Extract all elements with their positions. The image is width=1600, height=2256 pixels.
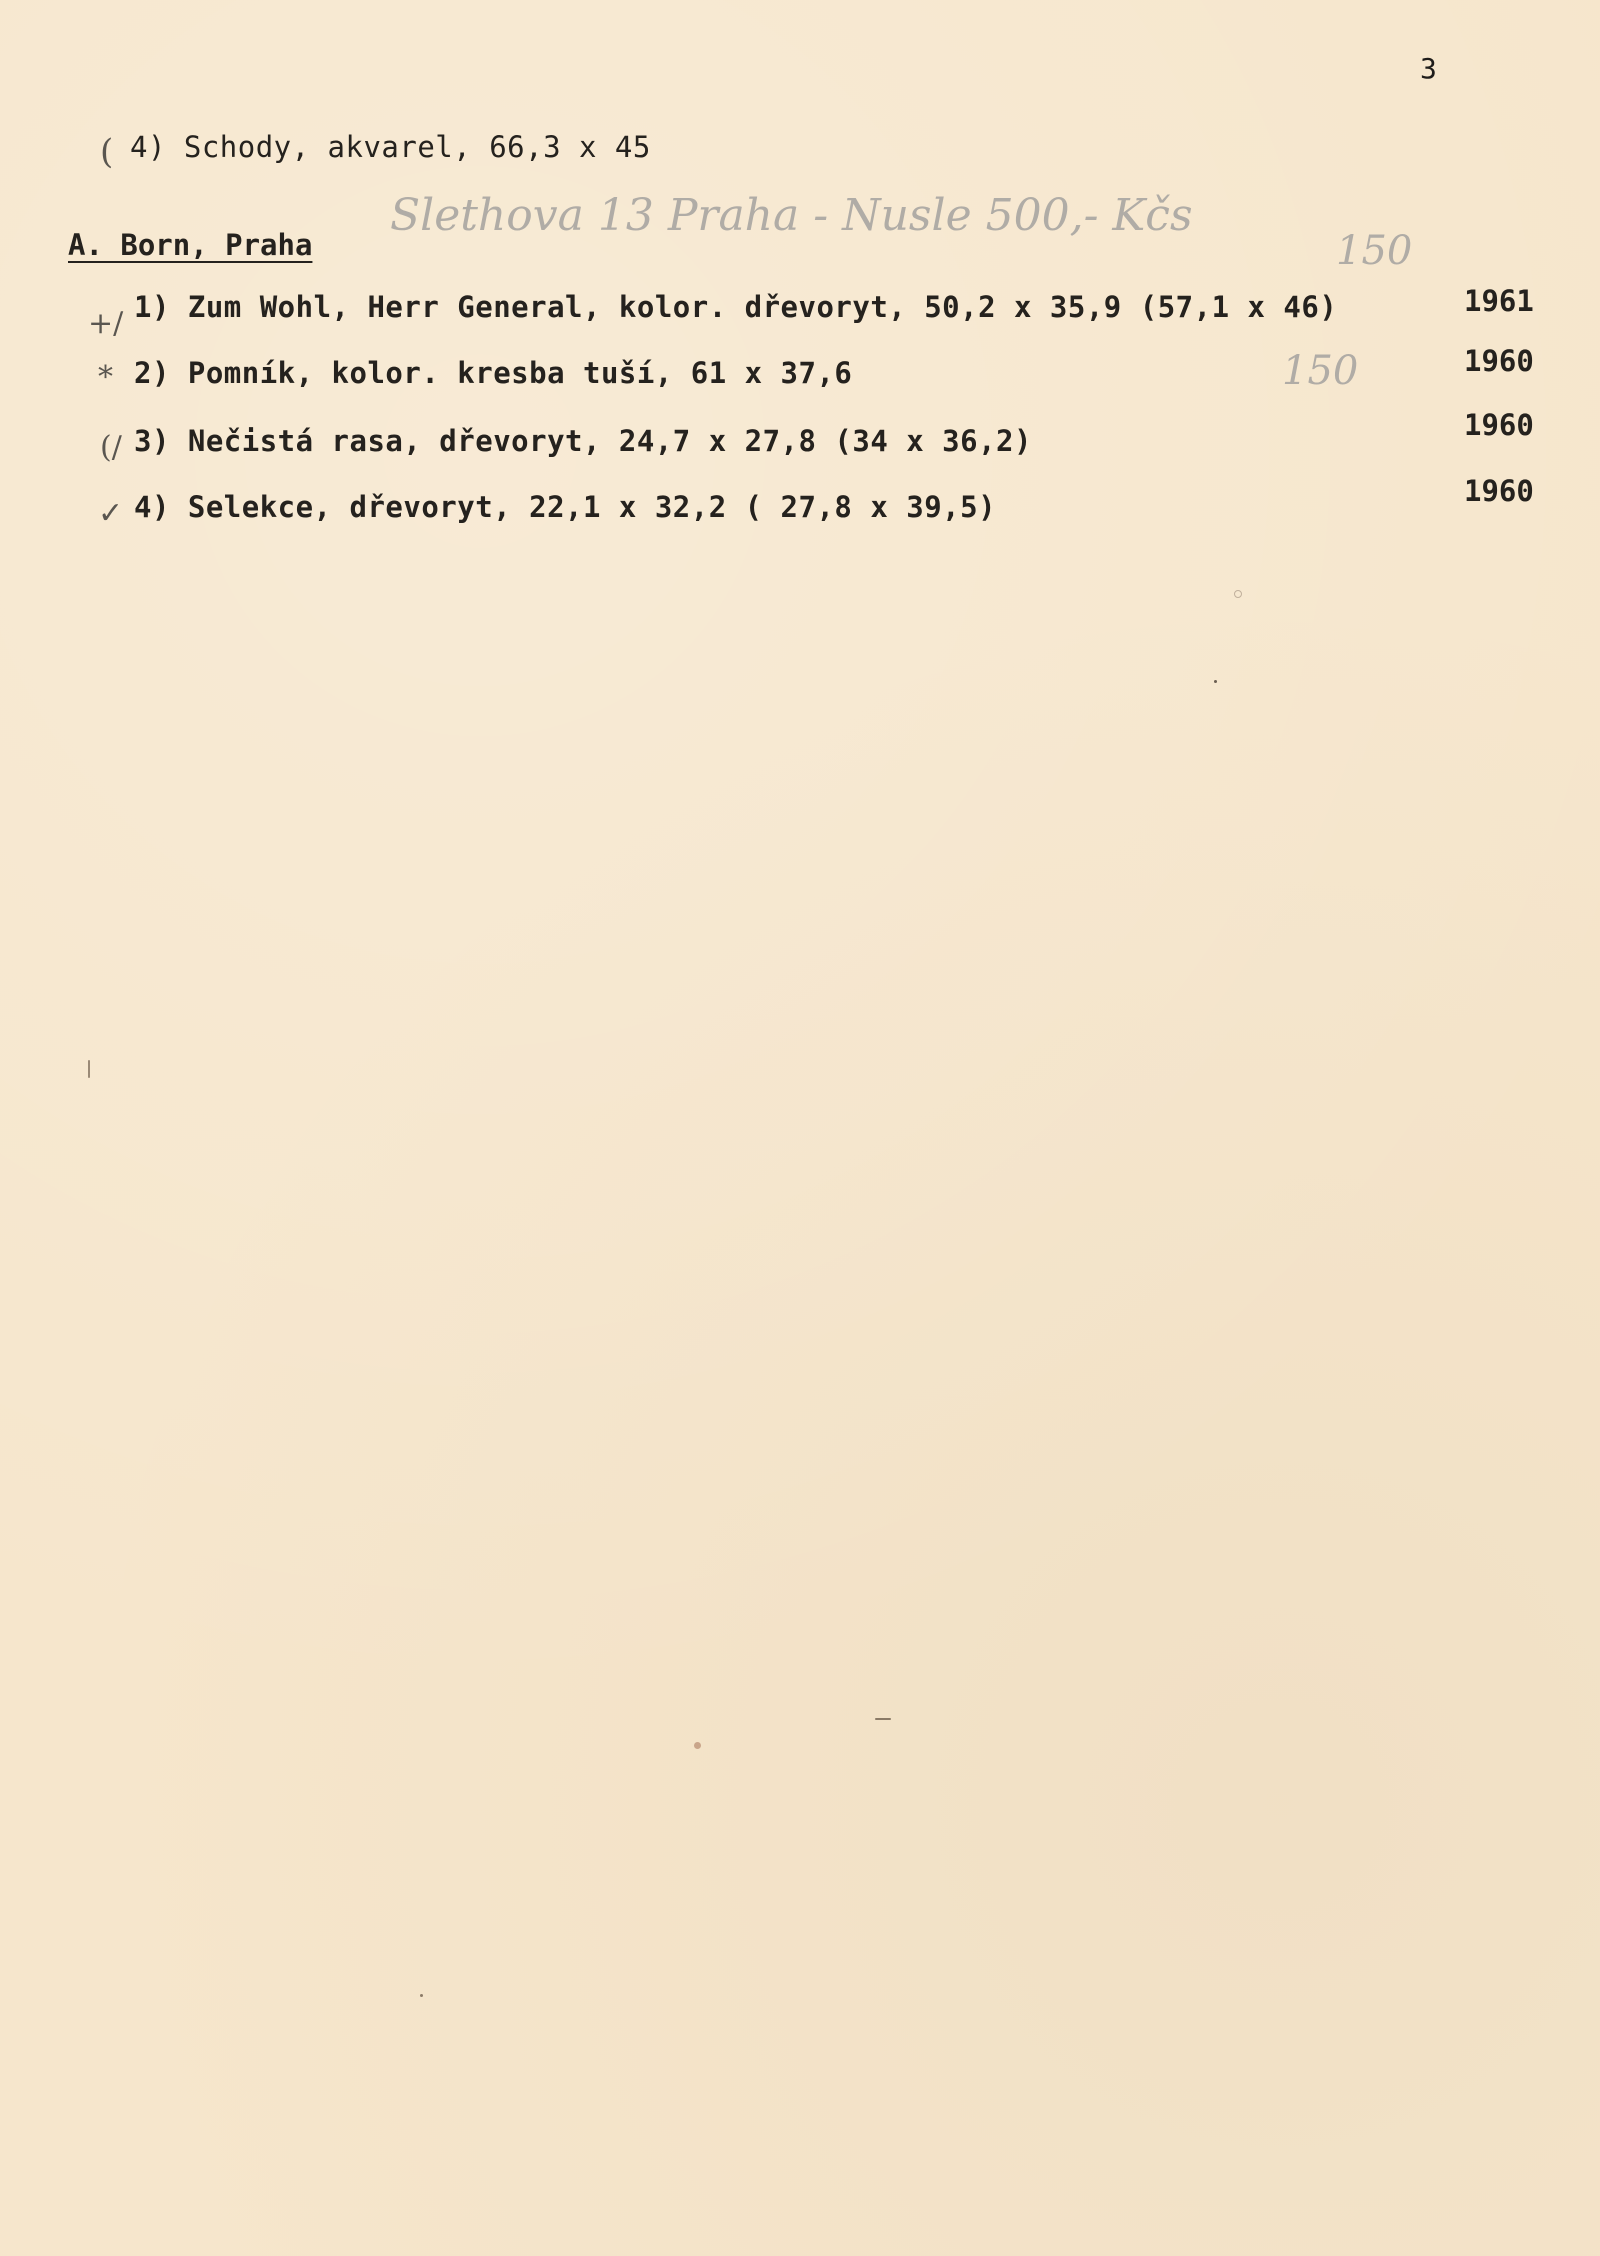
item-2-year: 1960 <box>1464 344 1534 378</box>
item-4-mark: ✓ <box>98 496 124 531</box>
item-2-note-handwritten: 150 <box>1282 348 1359 394</box>
item-1-mark: +/ <box>88 306 124 341</box>
item-2-mark: * <box>98 360 113 395</box>
paper-speck <box>1214 680 1217 683</box>
paper-speck <box>875 1718 891 1720</box>
item-3-year: 1960 <box>1464 408 1534 442</box>
item-4-year: 1960 <box>1464 474 1534 508</box>
artist-address-handwritten: Slethova 13 Praha - Nusle 500,- Kčs <box>390 190 1193 241</box>
item-2-text: 2) Pomník, kolor. kresba tuší, 61 x 37,6 <box>134 356 853 390</box>
paper-speck <box>1234 590 1242 598</box>
item-1-text: 1) Zum Wohl, Herr General, kolor. dřevoryt, 50,2 x 35,9 (57,1 x 46) <box>134 290 1338 324</box>
paper-speck <box>88 1060 90 1078</box>
previous-item-mark: ( <box>100 132 114 172</box>
item-4-text: 4) Selekce, dřevoryt, 22,1 x 32,2 ( 27,8 x 39,5) <box>134 490 997 524</box>
artist-name: A. Born, Praha <box>68 228 313 262</box>
paper-speck <box>420 1994 423 1997</box>
price-note-handwritten: 150 <box>1336 228 1413 274</box>
page-number: 3 <box>1420 52 1437 85</box>
item-3-text: 3) Nečistá rasa, dřevoryt, 24,7 x 27,8 (34 x 36,2) <box>134 424 1032 458</box>
item-1-year: 1961 <box>1464 284 1534 318</box>
previous-item-text: 4) Schody, akvarel, 66,3 x 45 <box>130 130 651 164</box>
item-3-mark: (/ <box>100 430 122 465</box>
paper-speck <box>694 1742 701 1749</box>
